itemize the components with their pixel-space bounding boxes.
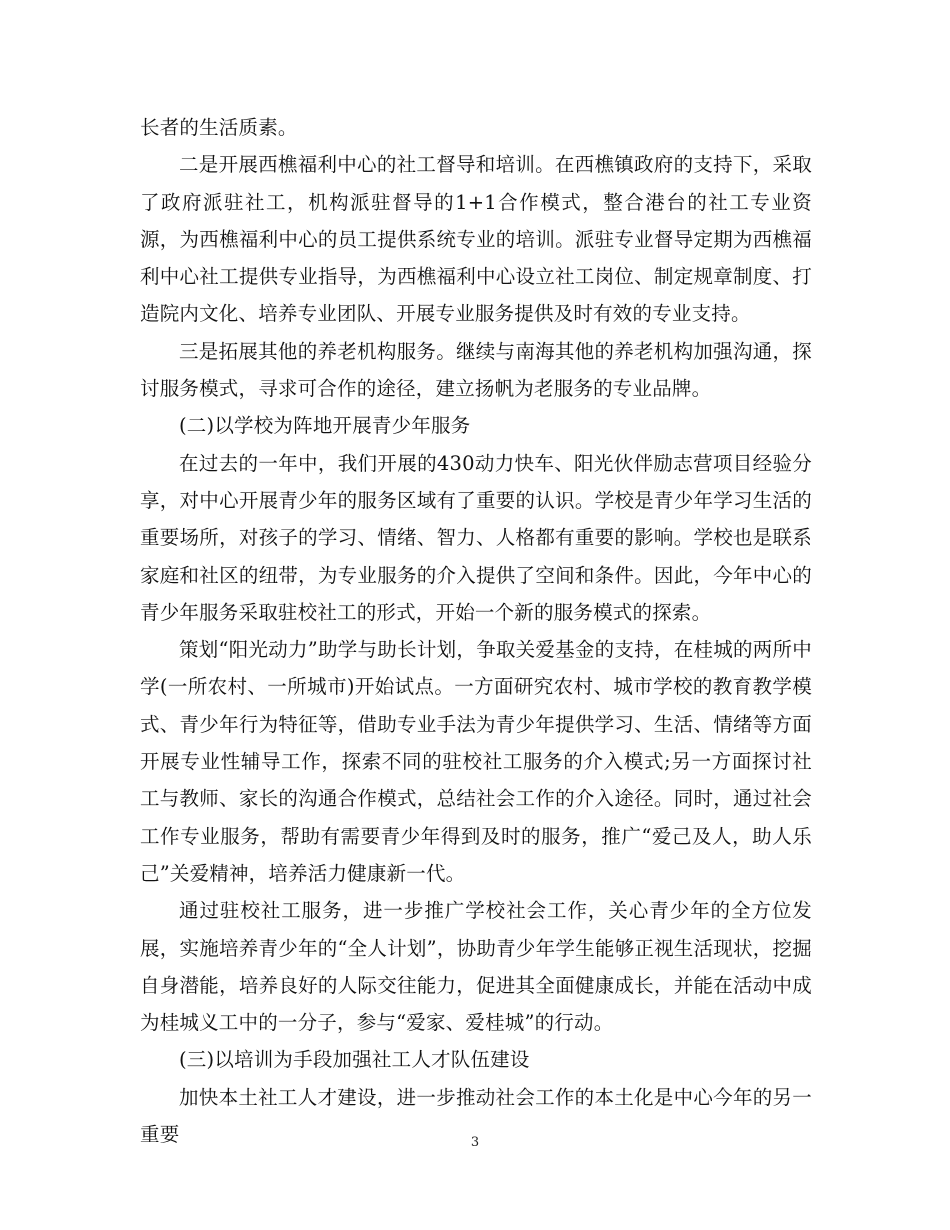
- paragraph: 三是拓展其他的养老机构服务。继续与南海其他的养老机构加强沟通，探讨服务模式，寻求可合作的途径，建立扬帆为老服务的专业品牌。: [140, 339, 812, 401]
- paragraph: 通过驻校社工服务，进一步推广学校社会工作，关心青少年的全方位发展，实施培养青少年的“全人计划”，协助青少年学生能够正视生活现状，挖掘自身潜能，培养良好的人际交往能力，促进其全面健康成长，并能在活动中成为桂城义工中的一分子，参与“爱家、爱桂城”的行动。: [140, 899, 812, 1035]
- paragraph: 二是开展西樵福利中心的社工督导和培训。在西樵镇政府的支持下，采取了政府派驻社工，机构派驻督导的1+1合作模式，整合港台的社工专业资源，为西樵福利中心的员工提供系统专业的培训。派驻专业督导定期为西樵福利中心社工提供专业指导，为西樵福利中心设立社工岗位、制定规章制度、打造院内文化、培养专业团队、开展专业服务提供及时有效的专业支持。: [140, 153, 812, 326]
- paragraph: 长者的生活质素。: [140, 116, 298, 139]
- page-number: 3: [470, 1135, 480, 1150]
- paragraph: 策划“阳光动力”助学与助长计划，争取关爱基金的支持，在桂城的两所中学(一所农村、一所城市)开始试点。一方面研究农村、城市学校的教育教学模式、青少年行为特征等，借助专业手法为青少年提供学习、生活、情绪等方面开展专业性辅导工作，探索不同的驻校社工服务的介入模式;另一方面探讨社工与教师、家长的沟通合作模式，总结社会工作的介入途径。同时，通过社会工作专业服务，帮助有需要青少年得到及时的服务，推广“爱己及人，助人乐己”关爱精神，培养活力健康新一代。: [140, 638, 812, 885]
- body-text: [140, 109, 812, 1153]
- paragraph: 在过去的一年中，我们开展的430动力快车、阳光伙伴励志营项目经验分享，对中心开展青少年的服务区域有了重要的认识。学校是青少年学习生活的重要场所，对孩子的学习、情绪、智力、人格都有重要的影响。学校也是联系家庭和社区的纽带，为专业服务的介入提供了空间和条件。因此，今年中心的青少年服务采取驻校社工的形式，开始一个新的服务模式的探索。: [140, 451, 812, 624]
- section-heading: (三)以培训为手段加强社工人才队伍建设: [179, 1048, 530, 1072]
- paragraph: 加快本土社工人才建设，进一步推动社会工作的本土化是中心今年的另一重要: [140, 1085, 812, 1147]
- section-heading: (二)以学校为阵地开展青少年服务: [179, 414, 471, 438]
